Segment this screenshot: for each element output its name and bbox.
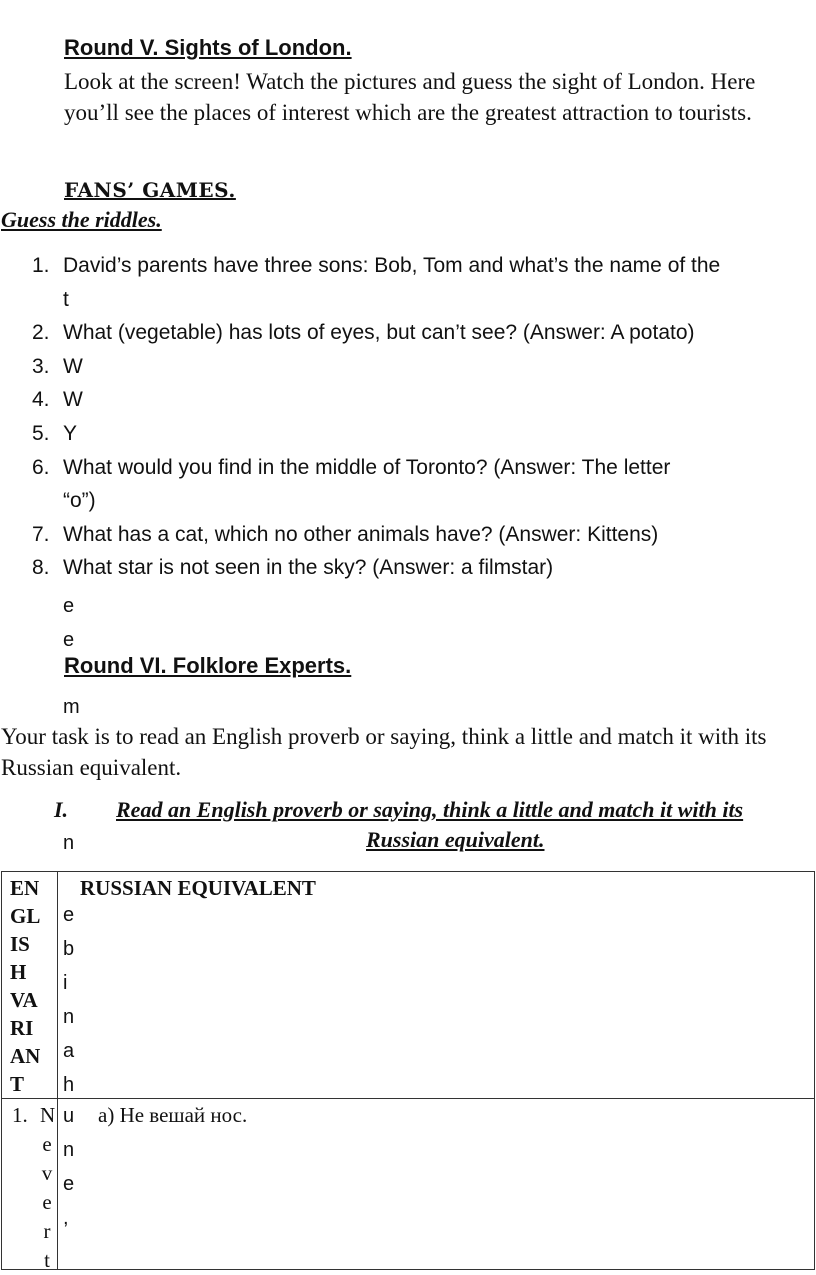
row1-en-letter: e <box>42 1190 52 1214</box>
stray-letter: a <box>63 1040 75 1062</box>
row1-number: 1. <box>12 1103 28 1127</box>
table-row <box>2 1099 815 1270</box>
list-item: 4. W <box>32 388 83 412</box>
header-english-cell <box>2 872 58 1099</box>
row1-en-letter: r <box>43 1219 51 1243</box>
header-en-part: EN <box>10 876 40 900</box>
header-en-part: GL <box>10 904 41 928</box>
list-item: 6. What would you find in the middle of Toronto? (Answer: The letter <box>32 455 671 479</box>
list-item: 1. David’s parents have three sons: Bob, Tom and what’s the name of the <box>32 254 721 277</box>
header-en-part: IS <box>10 932 30 956</box>
header-en-part: AN <box>10 1044 41 1068</box>
stray-letter: m <box>63 696 80 718</box>
stray-letter: e <box>63 629 75 651</box>
list-item: 3. W <box>32 354 83 378</box>
round6-text: Your task is to read an English proverb or saying, think a little and match it with its Russian equivalent. <box>1 724 767 780</box>
stray-letter: e <box>63 1173 75 1195</box>
riddle-list <box>0 249 800 585</box>
round5-title: Round V. Sights of London. <box>64 35 352 60</box>
stray-letter: n <box>63 832 75 854</box>
stray-letter: n <box>63 1139 75 1161</box>
stray-letter: h <box>63 1074 75 1096</box>
fans-subtitle: Guess the riddles. <box>1 207 162 232</box>
stray-letter: b <box>63 938 75 960</box>
list-item: 8. What star is not seen in the sky? (Answer: a filmstar) <box>32 556 554 580</box>
header-russian-cell <box>58 872 815 1099</box>
header-en-part: H <box>10 960 27 984</box>
stray-letter: n <box>63 1006 75 1028</box>
stray-letter: , <box>63 1207 69 1229</box>
list-item: 5. Y <box>32 421 78 445</box>
header-en-part: T <box>10 1072 25 1096</box>
row1-en-letter: e <box>42 1132 52 1156</box>
task-number: I. <box>54 797 69 822</box>
list-item: “o”) <box>63 489 96 513</box>
table-header-row <box>2 872 815 1099</box>
list-item: 2. What (vegetable) has lots of eyes, but can’t see? (Answer: A potato) <box>32 321 695 345</box>
round5-text: Look at the screen! Watch the pictures and guess the sight of London. Here you’ll see the places of interest which are the greatest attraction to tourists. <box>64 69 756 125</box>
row1-en-letter: v <box>41 1161 53 1185</box>
header-en-part: VA <box>10 988 38 1012</box>
task-text-line1: Read an English proverb or saying, think a little and match it with its <box>116 797 744 822</box>
row1-russian-cell <box>58 1099 815 1270</box>
stray-letter: u <box>63 1105 75 1127</box>
list-item: t <box>63 287 69 311</box>
round6-title: Round VI. Folklore Experts. <box>64 653 352 678</box>
row1-russian-text: a) Не вешай нос. <box>98 1103 248 1127</box>
row1-english-cell <box>2 1099 58 1270</box>
list-item: 7. What has a cat, which no other animals have? (Answer: Kittens) <box>32 522 659 546</box>
row1-en-letter: t <box>44 1248 50 1272</box>
task-text-line2: Russian equivalent. <box>366 827 545 852</box>
stray-letter: i <box>63 972 68 994</box>
header-russian-label: RUSSIAN EQUIVALENT <box>80 876 316 900</box>
proverb-table <box>1 871 815 1270</box>
row1-en-letter: N <box>40 1103 56 1127</box>
header-en-part: RI <box>10 1016 34 1040</box>
fans-title: FANS’ GAMES. <box>64 178 236 202</box>
stray-letter: e <box>63 595 75 617</box>
stray-letter: e <box>63 904 75 926</box>
